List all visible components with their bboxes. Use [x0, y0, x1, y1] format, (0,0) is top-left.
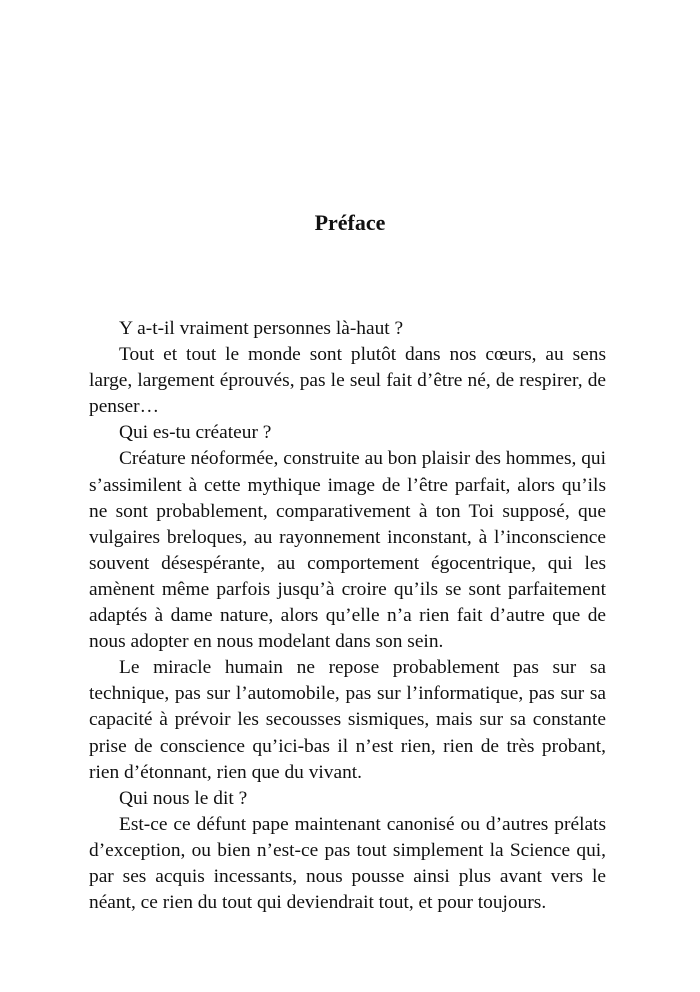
paragraph-2: Tout et tout le monde sont plutôt dans nos cœurs, au sens large, largement éprouvés, pas le seul fait d’être né, de respirer, de penser… — [89, 344, 606, 418]
paragraph-1: Y a-t-il vraiment personnes là-haut ? — [119, 318, 404, 339]
preface-body — [89, 316, 606, 916]
paragraph-7: Est-ce ce défunt pape maintenant canonisé ou d’autres prélats d’exception, ou bien n’est-ce pas tout simplement la Science qui, par ses acquis incessants, nous pousse ainsi plus avant vers le néant, ce rien du tout qui deviendrait tout, et pour toujours. — [89, 813, 606, 914]
page-title: Préface — [314, 210, 386, 235]
paragraph-5: Le miracle humain ne repose probablement pas sur sa technique, pas sur l’automobile, pas sur l’informatique, pas sur sa capacité à prévoir les secousses sismiques, mais sur sa constante prise de conscience qu’ici-bas il n’est rien, rien de très probant, rien d’étonnant, rien que du vivant. — [89, 657, 606, 783]
paragraph-4: Créature néoformée, construite au bon plaisir des hommes, qui s’assimilent à cette mythique image de l’être parfait, alors qu’ils ne sont probablement, comparativement à ton Toi supposé, que vulgaires breloques, au rayonnement inconstant, à l’inconscience souvent désespérante, au comportement égocentrique, qui les amènent même parfois jusqu’à croire qu’ils se sont parfaitement adaptés à dame nature, alors qu’elle n’a rien fait d’autre que de nous adopter en nous modelant dans son sein. — [89, 448, 606, 653]
paragraph-6: Qui nous le dit ? — [119, 787, 248, 809]
paragraph-3: Qui es-tu créateur ? — [119, 422, 272, 444]
